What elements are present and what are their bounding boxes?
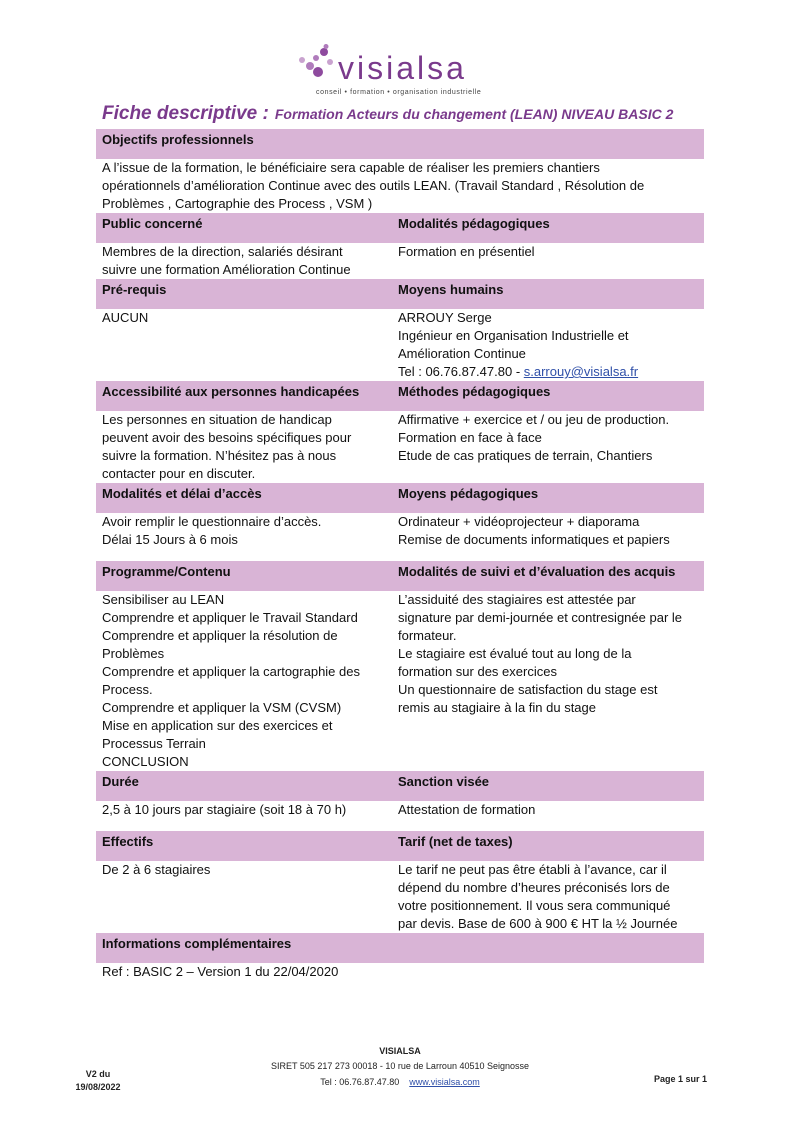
header-accessibilite: Accessibilité aux personnes handicapées [102,384,360,399]
section-header-accessibilite [96,381,704,411]
logo-tagline: conseil • formation • organisation industrielle [316,89,482,96]
tarif-text [392,861,704,933]
contact-line [398,363,698,381]
section-header-infos [96,933,704,963]
text-line: CONCLUSION [102,754,189,769]
text-line: Délai 15 Jours à 6 mois [102,532,238,547]
header-moyens-humains: Moyens humains [398,282,504,297]
section-body-acces [96,513,704,561]
section-body-effectifs [96,861,704,933]
section-header-programme [96,561,704,591]
header-infos: Informations complémentaires [102,936,292,951]
section-body-accessibilite [96,411,704,483]
text-line: Un questionnaire de satisfaction du stage est [398,682,658,697]
text-line: Ingénieur en Organisation Industrielle et [398,328,629,343]
title-sub: Formation Acteurs du changement (LEAN) NIVEAU BASIC 2 [274,106,674,122]
footer-page-number: Page 1 sur 1 [654,1074,708,1084]
section-header-effectifs [96,831,704,861]
footer-version [58,1068,138,1094]
text-line: votre positionnement. Il vous sera communiqué [398,898,671,913]
contact-phone: Tel : 06.76.87.47.80 - [398,364,524,379]
text-line: De 2 à 6 stagiaires [102,862,211,877]
header-tarif: Tarif (net de taxes) [398,834,513,849]
title-main: Fiche descriptive : [102,103,269,124]
version-line: V2 du [85,1069,111,1079]
methodes-pedagogiques-text [392,411,704,483]
text-line: Ordinateur + vidéoprojecteur + diaporama [398,514,640,529]
text-line: L’assiduité des stagiaires est attestée par [398,592,636,607]
moyens-pedagogiques-text [392,513,704,561]
text-line: contacter pour en discuter. [102,466,256,481]
text-line: Les personnes en situation de handicap [102,412,332,427]
prerequis-text [96,309,392,381]
email-link[interactable]: s.arrouy@visialsa.fr [523,364,639,379]
logo-wordmark: visialsa [338,50,467,86]
public-text [96,243,392,279]
text-line: Formation en présentiel [398,244,535,259]
text-line: Processus Terrain [102,736,206,751]
section-body-objectifs [96,159,704,213]
duree-text [96,801,392,831]
section-body-infos [96,963,704,993]
text-line: suivre la formation. N’hésitez pas à nous [102,448,337,463]
acces-text [96,513,392,561]
section-header-acces [96,483,704,513]
footer-contact [250,1077,550,1087]
section-header-public [96,213,704,243]
text-line: Etude de cas pratiques de terrain, Chantiers [398,448,653,463]
sanction-text [392,801,704,831]
text-line: Comprendre et appliquer la résolution de [102,628,338,643]
infos-text [96,963,704,993]
footer-website-link[interactable]: www.visialsa.com [409,1077,480,1087]
page-title [102,103,722,125]
text-line: Ref : BASIC 2 – Version 1 du 22/04/2020 [102,964,339,979]
text-line: opérationnels d’amélioration Continue avec des outils LEAN. (Travail Standard , Résolution de [102,178,645,193]
logo [296,44,536,104]
header-programme: Programme/Contenu [102,564,231,579]
effectifs-text [96,861,392,933]
section-header-prerequis [96,279,704,309]
text-line: par devis. Base de 600 à 900 € HT la ½ Journée [398,916,678,931]
text-line: Problèmes , Cartographie des Process , VSM ) [102,196,373,211]
header-duree: Durée [102,774,139,789]
header-prerequis: Pré-requis [102,282,167,297]
text-line: Comprendre et appliquer le Travail Standard [102,610,358,625]
text-line: ARROUY Serge [398,310,492,325]
text-line: remis au stagiaire à la fin du stage [398,700,596,715]
text-line: A l’issue de la formation, le bénéficiaire sera capable de réaliser les premiers chantiers [102,160,600,175]
text-line: Le tarif ne peut pas être établi à l’avance, car il [398,862,667,877]
header-objectifs: Objectifs professionnels [102,132,254,147]
text-line: Problèmes [102,646,165,661]
header-effectifs: Effectifs [102,834,154,849]
text-line: Comprendre et appliquer la VSM (CVSM) [102,700,342,715]
logo-dots-icon [296,44,342,84]
text-line: Comprendre et appliquer la cartographie des [102,664,360,679]
text-line: Attestation de formation [398,802,536,817]
text-line: Affirmative + exercice et / ou jeu de production. [398,412,670,427]
programme-text [96,591,392,771]
section-header-objectifs [96,129,704,159]
text-line: dépend du nombre d’heures préconisés lors de [398,880,670,895]
text-line: Amélioration Continue [398,346,526,361]
text-line: Avoir remplir le questionnaire d’accès. [102,514,322,529]
header-methodes-pedagogiques: Méthodes pédagogiques [398,384,551,399]
header-sanction: Sanction visée [398,774,490,789]
accessibilite-text [96,411,392,483]
text-line: Sensibiliser au LEAN [102,592,225,607]
footer-company-name: VISIALSA [379,1046,421,1056]
text-line: suivre une formation Amélioration Continue [102,262,351,277]
footer-address: SIRET 505 217 273 00018 - 10 rue de Larroun 40510 Seignosse [270,1061,530,1071]
version-date: 19/08/2022 [75,1082,121,1092]
text-line: Le stagiaire est évalué tout au long de la [398,646,632,661]
section-body-prerequis [96,309,704,381]
moyens-humains-text [392,309,704,381]
modalites-suivi-text [392,591,704,771]
fiche-table [96,129,704,993]
header-modalites-suivi: Modalités de suivi et d’évaluation des acquis [398,564,676,579]
header-public: Public concerné [102,216,203,231]
footer-company [250,1046,550,1056]
header-moyens-pedagogiques: Moyens pédagogiques [398,486,539,501]
text-line: formation sur des exercices [398,664,557,679]
text-line: peuvent avoir des besoins spécifiques pour [102,430,352,445]
section-body-programme [96,591,704,771]
footer-phone: Tel : 06.76.87.47.80 [320,1077,400,1087]
text-line: AUCUN [102,310,149,325]
section-body-public [96,243,704,279]
text-line: Remise de documents informatiques et papiers [398,532,670,547]
text-line: 2,5 à 10 jours par stagiaire (soit 18 à 70 h) [102,802,347,817]
section-header-duree [96,771,704,801]
modalites-pedagogiques-text [392,243,704,279]
section-body-duree [96,801,704,831]
text-line: signature par demi-journée et contresignée par le [398,610,683,625]
text-line: Mise en application sur des exercices et [102,718,333,733]
header-modalites-acces: Modalités et délai d’accès [102,486,262,501]
text-line: formateur. [398,628,457,643]
text-line: Membres de la direction, salariés désirant [102,244,343,259]
text-line: Process. [102,682,153,697]
text-line: Formation en face à face [398,430,542,445]
objectifs-text [96,159,704,213]
header-modalites-pedagogiques: Modalités pédagogiques [398,216,550,231]
